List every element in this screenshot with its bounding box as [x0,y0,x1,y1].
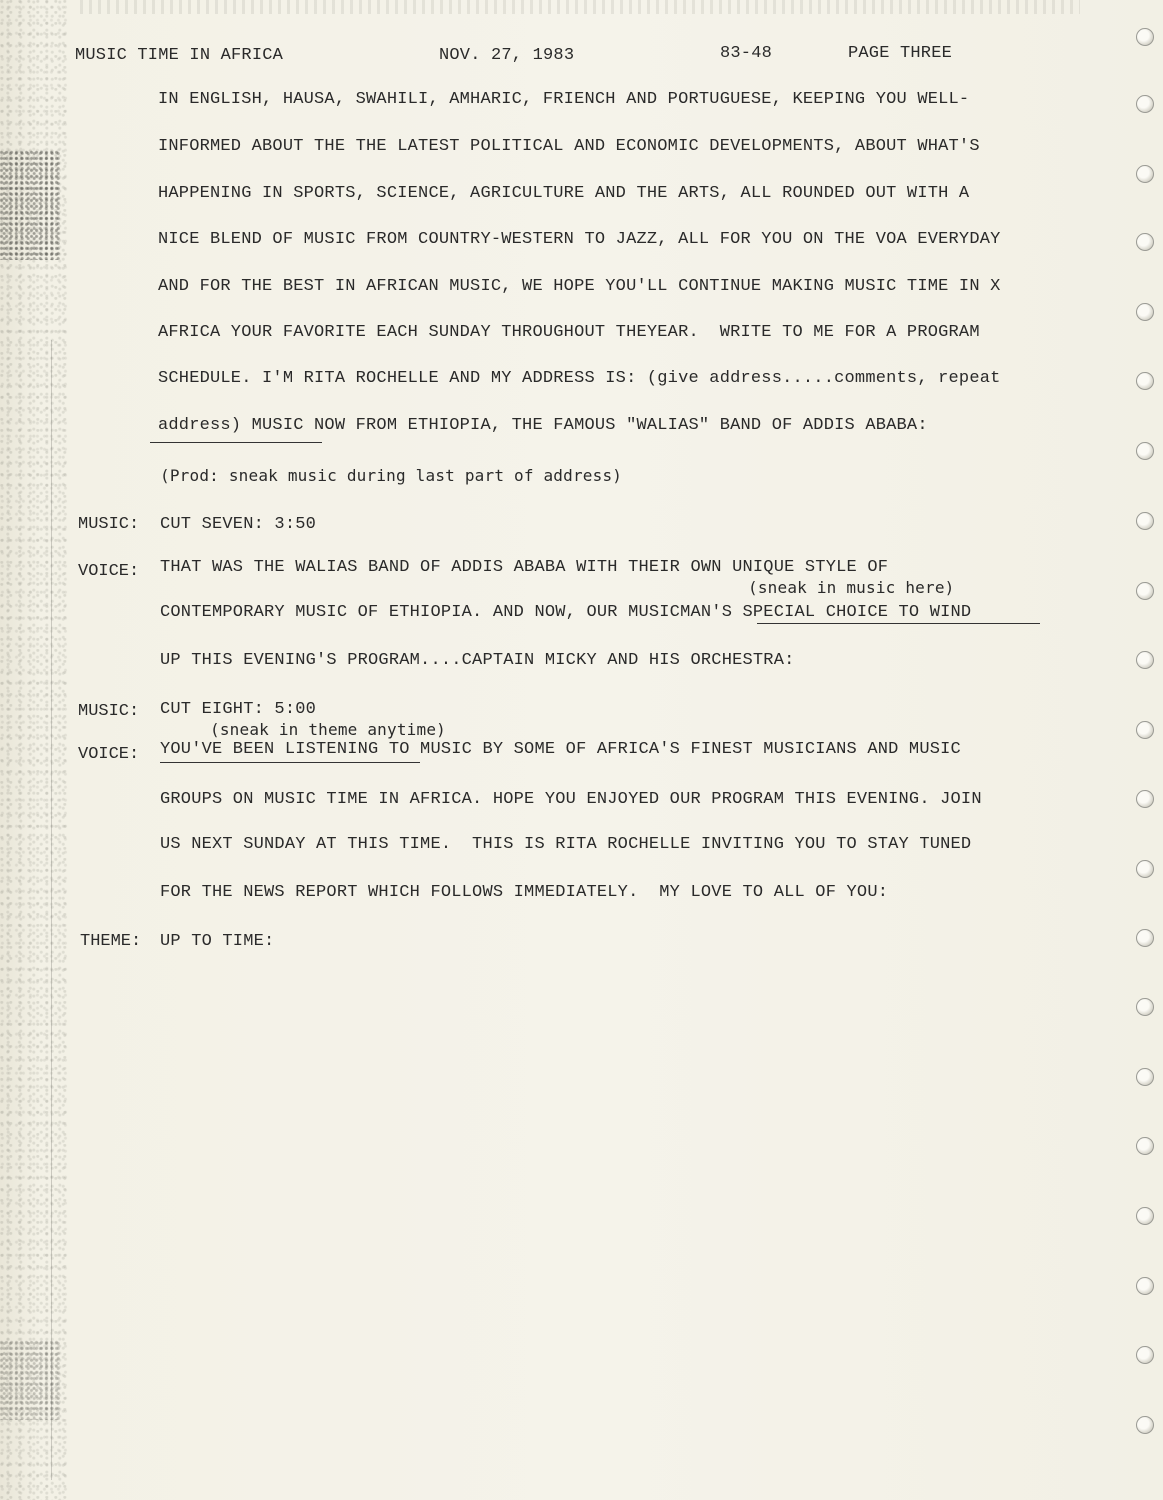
voice-1-line-2: CONTEMPORARY MUSIC OF ETHIOPIA. AND NOW, OUR MUSICMAN'S SPECIAL CHOICE TO WIND [160,603,972,622]
cue-text-theme: UP TO TIME: [160,932,275,951]
body-line-6: AFRICA YOUR FAVORITE EACH SUNDAY THROUGHOUT THEYEAR. WRITE TO ME FOR A PROGRAM [158,323,980,342]
music-2-note: (sneak in theme anytime) [210,720,446,739]
underline-address [150,442,322,443]
binder-hole-11 [1136,721,1154,739]
body-line-5: AND FOR THE BEST IN AFRICAN MUSIC, WE HOPE YOU'LL CONTINUE MAKING MUSIC TIME IN X [158,277,1001,296]
binder-hole-1 [1136,28,1154,46]
top-edge-texture [80,0,1080,14]
binder-hole-20 [1136,1346,1154,1364]
underline-special-choice [757,623,1040,624]
binder-hole-2 [1136,95,1154,113]
cue-label-voice-2: VOICE: [78,745,140,764]
binder-hole-21 [1136,1416,1154,1434]
binder-hole-9 [1136,582,1154,600]
cue-label-voice-1: VOICE: [78,562,140,581]
voice-2-line-2: GROUPS ON MUSIC TIME IN AFRICA. HOPE YOU ENJOYED OUR PROGRAM THIS EVENING. JOIN [160,790,982,809]
header-number: 83-48 [720,44,773,63]
header-page: PAGE THREE [848,44,953,63]
cue-label-theme: THEME: [80,932,142,951]
prod-note: (Prod: sneak music during last part of address) [160,466,623,485]
binder-hole-18 [1136,1207,1154,1225]
voice-2-line-1: YOU'VE BEEN LISTENING TO MUSIC BY SOME OF AFRICA'S FINEST MUSICIANS AND MUSIC [160,740,961,759]
left-edge-smudge-1 [0,150,60,260]
margin-line [51,340,52,1480]
binder-hole-14 [1136,929,1154,947]
binder-hole-17 [1136,1137,1154,1155]
body-line-8: address) MUSIC NOW FROM ETHIOPIA, THE FAMOUS "WALIAS" BAND OF ADDIS ABABA: [158,416,928,435]
body-line-3: HAPPENING IN SPORTS, SCIENCE, AGRICULTURE AND THE ARTS, ALL ROUNDED OUT WITH A [158,184,970,203]
binder-hole-12 [1136,790,1154,808]
voice-1-line-1: THAT WAS THE WALIAS BAND OF ADDIS ABABA WITH THEIR OWN UNIQUE STYLE OF [160,558,889,577]
binder-hole-13 [1136,860,1154,878]
binder-hole-15 [1136,998,1154,1016]
cue-text-music-1: CUT SEVEN: 3:50 [160,515,317,534]
binder-hole-3 [1136,165,1154,183]
binder-hole-10 [1136,651,1154,669]
cue-label-music-1: MUSIC: [78,515,140,534]
binder-hole-8 [1136,512,1154,530]
body-line-2: INFORMED ABOUT THE THE LATEST POLITICAL AND ECONOMIC DEVELOPMENTS, ABOUT WHAT'S [158,137,980,156]
voice-2-line-4: FOR THE NEWS REPORT WHICH FOLLOWS IMMEDIATELY. MY LOVE TO ALL OF YOU: [160,883,889,902]
voice-1-line-3: UP THIS EVENING'S PROGRAM....CAPTAIN MICKY AND HIS ORCHESTRA: [160,651,795,670]
binder-hole-6 [1136,372,1154,390]
underline-listening [160,762,420,763]
binder-hole-19 [1136,1277,1154,1295]
binder-hole-4 [1136,233,1154,251]
binder-hole-7 [1136,442,1154,460]
body-line-7: SCHEDULE. I'M RITA ROCHELLE AND MY ADDRESS IS: (give address.....comments, repeat [158,369,1001,388]
header-program: MUSIC TIME IN AFRICA [75,46,284,65]
voice-2-line-3: US NEXT SUNDAY AT THIS TIME. THIS IS RITA ROCHELLE INVITING YOU TO STAY TUNED [160,835,972,854]
voice-1-note: (sneak in music here) [748,578,955,597]
binder-hole-16 [1136,1068,1154,1086]
header-date: NOV. 27, 1983 [439,46,575,65]
body-line-1: IN ENGLISH, HAUSA, SWAHILI, AMHARIC, FRIENCH AND PORTUGUESE, KEEPING YOU WELL- [158,90,970,109]
cue-text-music-2: CUT EIGHT: 5:00 [160,700,317,719]
body-line-4: NICE BLEND OF MUSIC FROM COUNTRY-WESTERN TO JAZZ, ALL FOR YOU ON THE VOA EVERYDAY [158,230,1001,249]
binder-hole-5 [1136,303,1154,321]
cue-label-music-2: MUSIC: [78,702,140,721]
